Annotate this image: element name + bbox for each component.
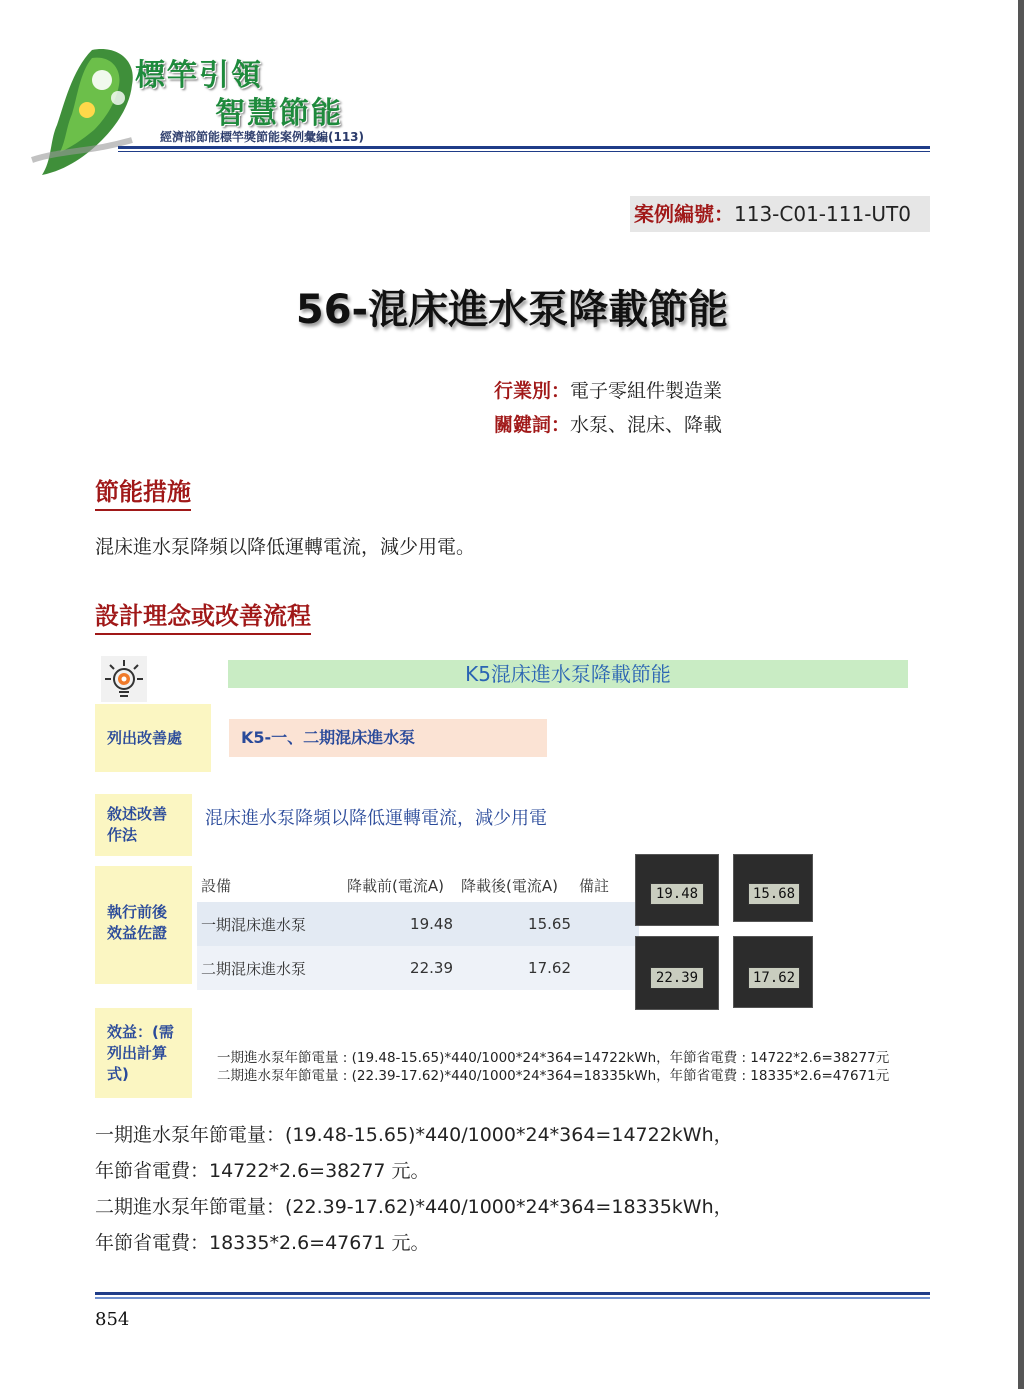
meter-reading: 19.48 [650,883,704,905]
label-evidence: 執行前後效益佐證 [95,866,192,984]
table-row [197,902,639,946]
cell-after: 15.65 [457,902,575,946]
industry-label: 行業別： [494,380,571,402]
calc-line-phase2: 二期進水泵年節電量 : (22.39-17.62)*440/1000*24*364=18335kWh，年節省電費 : 18335*2.6=47671元 [217,1068,890,1084]
body-line: 二期進水泵年節電量：(22.39-17.62)*440/1000*24*364=18335kWh， [95,1196,733,1218]
keywords-line [494,410,722,437]
meter-reading: 17.62 [748,967,800,989]
table-row [197,946,639,990]
case-number-label: 案例編號： [634,202,734,226]
improvement-slide [95,652,931,1102]
cell-equipment: 二期混床進水泵 [197,946,343,990]
label-describe-method: 敘述改善作法 [95,794,192,856]
cell-note [575,902,639,946]
industry-line [494,376,722,403]
cell-after: 17.62 [457,946,575,990]
meter-reading: 15.68 [748,883,800,905]
meter-photo [635,854,719,926]
measures-heading: 節能措施 [95,472,191,511]
meter-photo [733,854,813,922]
improvement-target: K5-一、二期混床進水泵 [229,719,547,757]
case-number-box [630,196,930,232]
lightbulb-icon [101,656,147,702]
label-benefit: 效益：(需列出計算式) [95,1008,192,1098]
header-before: 降載前(電流A) [347,876,444,895]
keywords-label: 關鍵詞： [494,414,571,436]
meter-photo [733,936,813,1008]
case-number-value: 113-C01-111-UT0 [734,202,911,226]
current-comparison-table [197,868,639,990]
design-heading: 設計理念或改善流程 [95,596,311,635]
header-note: 備註 [579,876,610,895]
meter-reading: 22.39 [650,967,704,989]
footer-divider [95,1292,930,1295]
table-header-row [197,868,639,902]
method-description: 混床進水泵降頻以降低運轉電流，減少用電 [205,808,547,829]
cell-before: 22.39 [343,946,457,990]
footer-divider-thin [95,1297,930,1299]
header-after: 降載後(電流A) [461,876,558,895]
page-number: 854 [95,1309,130,1330]
cell-equipment: 一期混床進水泵 [197,902,343,946]
measures-text: 混床進水泵降頻以降低運轉電流，減少用電。 [95,536,476,558]
logo-text-line2: 智慧節能 [215,96,343,131]
page-edge [1018,0,1024,1389]
cell-note [575,946,639,990]
label-list-improvement: 列出改善處 [95,704,211,772]
industry-value: 電子零組件製造業 [570,380,723,402]
cell-before: 19.48 [343,902,457,946]
header-equipment: 設備 [201,876,232,895]
calc-line-phase1: 一期進水泵年節電量 : (19.48-15.65)*440/1000*24*364=14722kWh，年節省電費 : 14722*2.6=38277元 [217,1050,890,1066]
body-line: 年節省電費：14722*2.6=38277 元。 [95,1160,430,1182]
header-divider [118,146,930,149]
header-divider-thin [118,151,930,152]
logo-text-line1: 標竿引領 [135,58,263,93]
keywords-value: 水泵、混床、降載 [570,414,723,436]
body-line: 年節省電費：18335*2.6=47671 元。 [95,1232,430,1254]
slide-title: K5混床進水泵降載節能 [228,660,908,688]
body-line: 一期進水泵年節電量：(19.48-15.65)*440/1000*24*364=14722kWh， [95,1124,733,1146]
page-title: 56-混床進水泵降載節能 [295,287,729,333]
meter-photo [635,936,719,1010]
header-subtitle: 經濟部節能標竿獎節能案例彙編(113) [160,130,365,144]
